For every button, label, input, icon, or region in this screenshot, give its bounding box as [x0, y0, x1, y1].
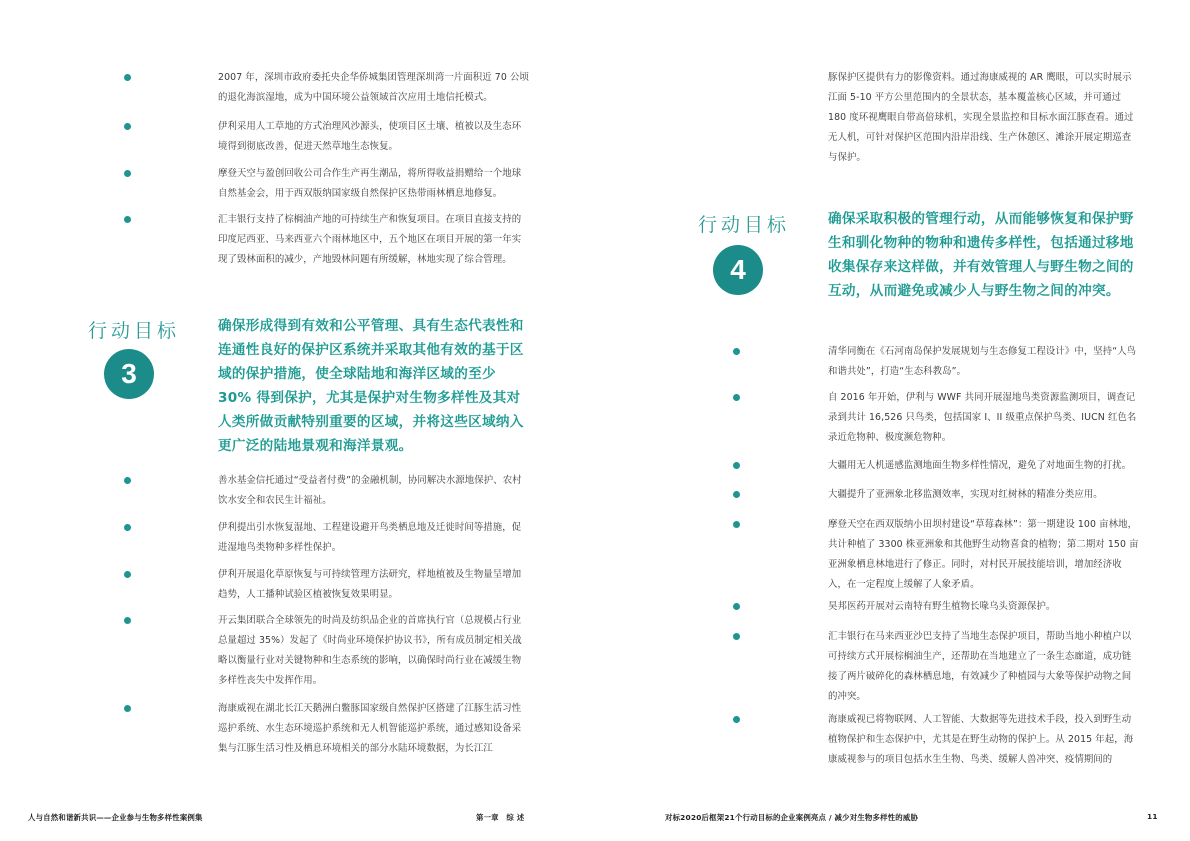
bullet-dot [124, 524, 131, 531]
goal-description: 确保形成得到有效和公平管理、具有生态代表性和连通性良好的保护区系统并采取其他有效的基于区域的保护措施，使全球陆地和海洋区域的至少 30% 得到保护，尤其是保护对生物多样性及其对人类所做贡献特别重要的区域，并将这些区域纳入更广泛的陆地景观和海洋景观。 [218, 318, 524, 454]
case-entry-continuation: 豚保护区提供有力的影像资料。通过海康威视的 AR 鹰眼，可以实时展示江面 5-10 平方公里范围内的全景状态，基本覆盖核心区域，并可通过 180 度环视鹰眼自带高倍球机，实现全景监控和目标水面江豚查看。通过无人机，可针对保护区范围内沿岸沿线、生产休憩区、滩涂开展定期巡查与保护。 [828, 72, 1134, 163]
right-page [595, 0, 1190, 841]
case-entry: 大疆提升了亚洲象北移监测效率，实现对红树林的精准分类应用。 [828, 489, 1103, 500]
goal-number-badge: 3 [104, 349, 154, 399]
footer-chapter: 第一章 综 述 [476, 813, 525, 822]
case-entry: 大疆用无人机遥感监测地面生物多样性情况，避免了对地面生物的打扰。 [828, 460, 1132, 471]
case-entry: 自 2016 年开始，伊利与 WWF 共同开展湿地鸟类资源监测项目，调查记录到共计 16,526 只鸟类，包括国家 I、II 级重点保护鸟类、IUCN 红色名录近危物种、极度濒危物种。 [828, 392, 1137, 443]
case-entry: 清华同衡在《石河南岛保护发展规划与生态修复工程设计》中，坚持“人鸟和谐共处”，打造“生态科教岛”。 [828, 346, 1137, 377]
case-entry: 伊利采用人工草地的方式治理风沙源头，使项目区土壤、植被以及生态环境得到彻底改善，促进天然草地生态恢复。 [218, 121, 522, 152]
case-entry: 汇丰银行在马来西亚沙巴支持了当地生态保护项目，帮助当地小种植户以可持续方式开展棕榈油生产，还帮助在当地建立了一条生态廊道，成功链接了两片破碎化的森林栖息地，有效减少了种植园与大象等保护动物之间的冲突。 [828, 631, 1132, 702]
bullet-dot [733, 348, 740, 355]
page-number: 11 [1147, 812, 1158, 821]
case-entry: 海康威视在湖北长江天鹅洲白鳖豚国家级自然保护区搭建了江豚生活习性巡护系统、水生态环境巡护系统和无人机智能巡护系统，通过感知设备采集与江豚生活习性及栖息环境相关的部分水陆环境数据，为长江江 [218, 703, 522, 754]
bullet-dot [733, 462, 740, 469]
case-entry: 伊利提出引水恢复湿地、工程建设避开鸟类栖息地及迁徙时间等措施，促进湿地鸟类物种多样性保护。 [218, 522, 522, 553]
case-entry: 海康威视已将物联网、人工智能、大数据等先进技术手段，投入到野生动植物保护和生态保护中，尤其是在野生动物的保护上。从 2015 年起，海康威视参与的项目包括水生生物、鸟类、缓解人兽冲突、疫情期间的 [828, 714, 1134, 765]
bullet-dot [124, 477, 131, 484]
goal-label: 行动目标 [698, 214, 791, 236]
goal-label: 行动目标 [88, 320, 181, 342]
bullet-dot [124, 617, 131, 624]
bullet-dot [733, 521, 740, 528]
bullet-dot [124, 170, 131, 177]
bullet-dot [124, 571, 131, 578]
footer-book-title: 人与自然和谐新共识——企业参与生物多样性案例集 [28, 813, 203, 822]
case-entry: 伊利开展退化草原恢复与可持续管理方法研究，样地植被及生物量呈增加趋势，人工播种试验区植被恢复效果明显。 [218, 569, 522, 600]
case-entry: 摩登天空在西双版纳小田坝村建设“草莓森林”：第一期建设 100 亩林地，共计种植了 3300 株亚洲象和其他野生动物喜食的植物；第二期对 150 亩亚洲象栖息林地进行了修正。同时，对村民开展技能培训，增加经济收入，在一定程度上缓解了人象矛盾。 [828, 519, 1139, 590]
bullet-dot [733, 603, 740, 610]
bullet-dot [733, 633, 740, 640]
bullet-dot [733, 491, 740, 498]
bullet-dot [124, 216, 131, 223]
goal-description: 确保采取积极的管理行动，从而能够恢复和保护野生和驯化物种的物种和遗传多样性，包括通过移地收集保存来这样做，并有效管理人与野生物之间的互动，从而避免或减少人与野生物之间的冲突。 [828, 211, 1134, 299]
footer-section-title: 对标2020后框架21个行动目标的企业案例亮点 / 减少对生物多样性的威胁 [665, 813, 919, 822]
case-entry: 善水基金信托通过“受益者付费”的金融机制，协同解决水源地保护、农村饮水安全和农民生计福祉。 [218, 475, 522, 506]
case-entry: 昊邦医药开展对云南特有野生植物长喙乌头资源保护。 [828, 601, 1056, 612]
bullet-dot [124, 74, 131, 81]
bullet-dot [124, 705, 131, 712]
case-entry: 开云集团联合全球领先的时尚及纺织品企业的首席执行官（总规模占行业总量超过 35%）发起了《时尚业环境保护协议书》，所有成员制定相关战略以衡量行业对关键物种和生态系统的影响，以确保时尚行业在减缓生物多样性丧失中发挥作用。 [218, 615, 522, 686]
case-entry: 2007 年，深圳市政府委托央企华侨城集团管理深圳湾一片面积近 70 公顷的退化海滨湿地，成为中国环境公益领域首次应用土地信托模式。 [218, 72, 529, 103]
bullet-dot [124, 123, 131, 130]
case-entry: 摩登天空与盈创回收公司合作生产再生潮品，将所得收益捐赠给一个地球自然基金会，用于西双版纳国家级自然保护区热带雨林栖息地修复。 [218, 168, 522, 199]
bullet-dot [733, 716, 740, 723]
bullet-dot [733, 394, 740, 401]
case-entry: 汇丰银行支持了棕榈油产地的可持续生产和恢复项目。在项目直接支持的印度尼西亚、马来西亚六个雨林地区中，五个地区在项目开展的第一年实现了毁林面积的减少，产地毁林问题有所缓解，林地实现了综合管理。 [218, 214, 522, 265]
goal-number-badge: 4 [713, 245, 763, 295]
